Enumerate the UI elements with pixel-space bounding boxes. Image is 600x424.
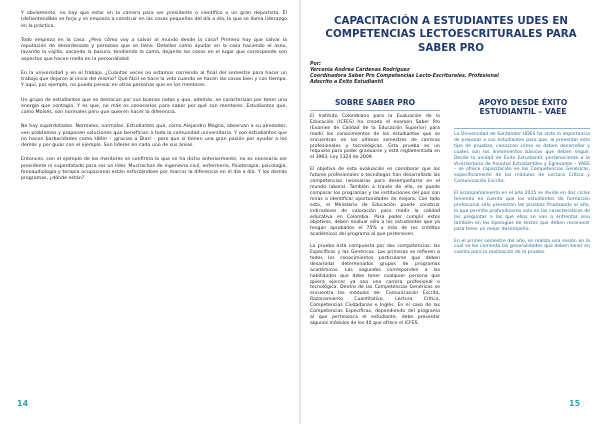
left-paragraph-2: Todo empieza en la casa. ¿Pero cómo voy a salvar al mundo desde la casa? Primero hay que salvar la reputación de desordenado y perezoso que se tiene. Detalles como ayudar en la casa haciendo el aseo, lavando la vajilla, sacando la basura, tendiendo la cama, dejando las cosas en el lugar que corresponde son aspectos que hacen mella en la personalidad. [21, 37, 287, 62]
byline [310, 62, 590, 86]
left-paragraph-6: Entonces, con el ejemplo de los mentores se confirma lo que se ha dicho anteriormente, no es necesario ser presidente ni superdotado para ser un líder. Muchachos de ingeniería civil, enfermería, fisioterapia, psicología, fonoaudiología y terapia ocupacional están esforzándose por marcar la diferencia en el día a día. Y los demás programas, ¿dónde están? [21, 157, 287, 181]
byline-role: Coordinadora Saber Pro Competencias Lecto-Escriturales. Profesional [310, 74, 499, 80]
column-1-heading: SOBRE SABER PRO [334, 98, 416, 107]
byline-unit: Adscrito a Éxito Estudiantil [310, 80, 384, 86]
article-title: CAPACITACIÓN A ESTUDIANTES UDES EN COMPETENCIAS LECTOESCRITURALES PARA SABER PRO [325, 15, 577, 54]
page-number-left: 14 [17, 399, 29, 408]
left-paragraph-3: En la universidad y en el trabajo. ¿Cuántas veces no estamos corriendo al final del semestre para hacer un trabajo que dejaron al inicio del mismo? Qué fácil se hace la vida cuando se hacen las cosas bien y con tiempo. Y aquí, por ejemplo, no puedo pensar en otras personas que en los mentores. [21, 70, 287, 89]
column-2-rule [454, 128, 590, 129]
column-1-paragraph-3: La prueba está compuesta por dos competencias: las Específicas y las Genéricas. Las primeras se refieren a todos los conocimientos particulares que deben desarrollar determinados grupos de programas académicos. Las segundas corresponden a las habilidades que debe tener cualquier persona que quiera ejercer ya sea una carrera profesional o tecnológica. Dentro de las Competencias Genéricas se encuentra los módulos de: Comunicación Escrita, Razonamiento Cuantitativo, Lectura Crítica, Competencias Ciudadanas e Inglés. En el caso de las Competencias Específicas, dependiendo del programa al que pertenezca el estudiante, debe presentar algunos módulos de los 40 que ofrece el ICFES. [310, 244, 440, 326]
page-number-right: 15 [569, 399, 581, 408]
column-1-rule [310, 110, 440, 111]
column-2-paragraph-2: El acompañamiento en el año 2015 se divide en dos ciclos teniendo en cuenta que los estudiantes de formación profesional sólo presentan las pruebas finalizando el año, lo que permite profundizarno solo en las características de las preguntas a las que ellos se van a enfrentar sino también en las tipologías de textos que deben reconocer para tener un mejor desempeño. [454, 191, 590, 232]
byline-by: Por: [310, 62, 322, 67]
left-paragraph-5: No hay superdotados. Normales, normales. Estudiantes que, como Alejandro Magno, observan a su alrededor, ven problemas y proponen soluciones que benefician a toda la comunidad universitaria. Y son estudiantes que no hacen barbaridades como Hitler - ¡gracias a Dios! - pero que sí tienen una gran pasión por ayudar a los demás y por guiar con el ejemplo. Son líderes en cada uno de sus áreas. [21, 124, 287, 148]
left-page-body [21, 11, 287, 190]
right-page [300, 0, 600, 424]
column-1-paragraph-1: El Instituto Colombiano para la Evaluación de la Educación (ICFES) ha creado el examen Saber Pro (Examen de Calidad de la Educación Superior) para medir los conocimientos de los estudiantes que se encuentran en los últimos semestres de carreras profesionales y tecnológicas. Esta prueba es un requisito para poder graduarse y está reglamentada en el 3963, Ley 1324 de 2009. [310, 114, 440, 161]
column-2-paragraph-3: En el primer semestre del año, se realiza una sesión en la cual se les comenta las generalidades que deben tener en cuenta para la realización de la prueba. [454, 238, 590, 256]
left-paragraph-1: Y obviamente, no hay que estar en la carrera para ser presidente o científico o un gran deportista. Él (del)entendible se forja y se empieza a construir en las cosas pequeñas del día a día, lo que se llama liderazgo en la práctica. [21, 11, 287, 29]
column-1-body [310, 114, 440, 333]
column-2-heading: APOYO DESDE ÉXITO ESTUDIANTIL – VAEE [478, 98, 568, 117]
left-paragraph-4: Un grupo de estudiantes que se destacan por sus buenas notas y que, además, se caracterizan por tener una energía que contagia. Y es que, no más es conocerlos para saber por qué son mentores. Estudiantes que, como Moisés, son normales pero que quieren hacer la diferencia. [21, 97, 287, 115]
byline-author: Yercenia Andrea Cárdenas Rodríguez [310, 68, 410, 74]
column-2-paragraph-1: La Universidad de Santander UDES ha visto la importancia de preparar a sus estudiantes para que, al presentar este tipo de pruebas, conozcan cómo se deben desarrollar y cuáles son los lineamientos básicos que deben seguir. Desde la unidad de Éxito Estudiantil, perteneciente a la Vicerrectoría de Asuntos Estudiantiles y Egresados – VAEE – se ofrece capacitación en las Competencias Genéricas, específicamente de los módulos de Lectura Crítica y Comunicación Escrita. [454, 132, 590, 185]
column-2-body [454, 132, 590, 262]
column-1-paragraph-2: El objetivo de esta evaluación es corroborar que los futuros profesionales o tecnólogos han desarrollado las competencias necesarias para desempeñarse en el mundo laboral. También a través de ella, se puede comparar los programas y las instituciones del país con miras a identificar oportunidades de mejora. Con todo esto, el Ministerio de Educación puede construir indicadores de valoración para medir la calidad educativa en Colombia. Para poder cumplir estos objetivos, deben evaluar sólo a los estudiantes que ya tengan aprobados el 75% o más de los créditos académicos del programa al que pertenecen. [310, 167, 440, 238]
